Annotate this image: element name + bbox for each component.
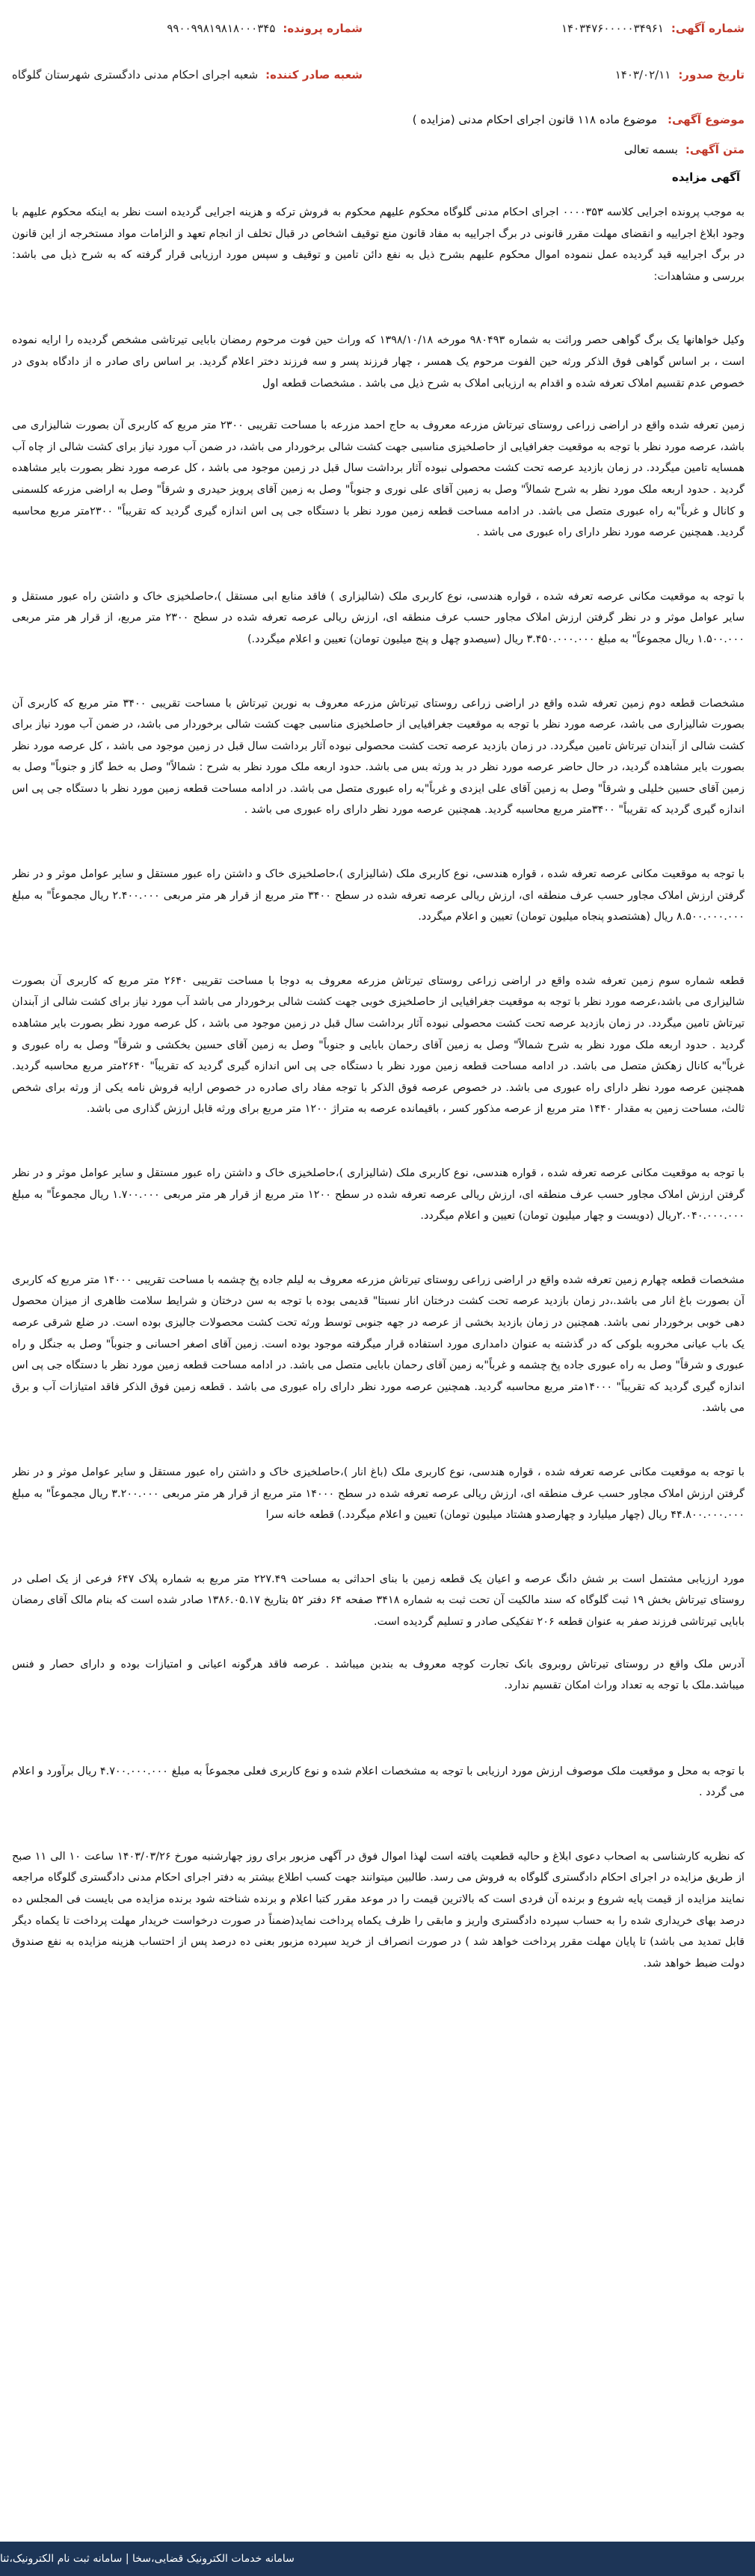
paragraph-address: آدرس ملک واقع در روستای تیرتاش روبروی بانک تجارت کوچه معروف به بندبن میباشد . عرصه فاقد هرگونه اعیانی و امتیازات بوده و دارای حصار و فنس میباشد.ملک با توجه به تعداد وراث امکان تقسیم ندارد. (12, 1658, 745, 1692)
paragraph-plot4-value: با توجه به موقعیت مکانی عرصه تعرفه شده ، قواره هندسی، نوع کاربری ملک (باغ انار )،حاصلخیزی خاک و داشتن راه عبور مستقل و سایر عوامل موثر و در نظر گرفتن ارزش املاک مجاور حسب عرف منطقه ای، ارزش ریالی عرصه تعرفه شده در سطح ۱۴۰۰۰ متر مربع از قرار هر متر مربعی ۳.۲۰۰.۰۰۰ ریال مجموعاً" به مبلغ ۴۴.۸۰۰.۰۰۰.۰۰۰ ریال (چهار میلیارد و چهارصدو هشتاد میلیون تومان) تعیین و اعلام میگردد.) قطعه خانه سرا (12, 1466, 745, 1522)
text-label: متن آگهی: (685, 143, 745, 156)
paragraph-plot2: مشخصات قطعه دوم زمین تعرفه شده واقع در اراضی زراعی روستای تیرتاش مزرعه معروف به نورین تیرتاش با مساحت تقریبی ۳۴۰۰ متر مربع که کاربری آن بصورت شالیزاری می باشد، عرصه مورد نظر با توجه به موقعیت جغرافیایی از حاصلخیزی مناسبی جهت کشت شالی برخوردار می باشد، در ضمن آب مورد نیاز برای کشت شالی از آبندان تیرتاش تامین میگردد. در زمان بازدید عرصه تحت کشت محصولی نبوده آثار برداشت سال قبل در زمین موجود می باشد ، کل عرصه مورد نظر بصورت بایر مشاهده گردید، در حال حاضر عرصه مورد نظر در بد ورثه بس می باشد. حدود اربعه ملک مورد نظر به شرح : شمالاً" وصل به خط گاز و جنوباً" وصل به زمین آقای حسین خلیلی و شرقاً" وصل به زمین آقای علی ایزدی و غرباً"به راه عبوری متصل می باشد. در ادامه مساحت قطعه زمین مورد نظر با دستگاه جی پی اس اندازه گیری گردید که تقریباً" ۳۴۰۰متر مربع محاسبه گردید. همچنین عرصه مورد نظر دارای راه عبوری می باشد . (12, 697, 745, 817)
paragraph-heirs: وکیل خواهانها یک برگ گواهی حصر وراثت به شماره ۹۸۰۴۹۳ مورخه ۱۳۹۸/۱۰/۱۸ که وراث حین فوت مرحوم رمضان بابایی تیرتاشی مشخص گردیده را ارایه نموده است ، بر اساس گواهی فوق الذکر ورثه حین الفوت مرحوم یک همسر ، چهار فرزند پسر و سه فرزند دختر اعلام گردید. بر اساس رای صادر ه از دادگاه بدوی در خصوص عدم تقسیم املاک تعرفه شده و اقدام به ارزیابی املاک به شرح ذیل می باشد . مشخصات قطعه اول (12, 334, 745, 390)
ad-body (12, 202, 745, 2516)
subject-line (15, 109, 745, 130)
issuing-branch-field (12, 64, 363, 85)
ad-number-label: شماره آگهی: (671, 22, 745, 35)
paragraph-intro: به موجب پرونده اجرایی کلاسه ۰۰۰۰۳۵۳ اجرای احکام مدنی گلوگاه محکوم علیهم محکوم به فروش ترکه و هزینه اجرایی گردیده است نظر به اینکه محکوم علیهم با وجود ابلاغ اجراییه و انقضای مهلت مقرر قانونی در برگ اجراییه به مفاد قانون منع توقیف اشخاص در قبال تخلف از انجام تعهد و الزامات مواد مستخرجه از این قانون در برگ اجراییه قید گردیده عمل ننموده اموال محکوم علیهم بشرح ذیل به نفع دائن تامین و توقیف و سپس مورد ارزیابی قرار گرفته که به شرح ذیل می باشد: بررسی و مشاهدات: (12, 206, 745, 283)
paragraph-plot4: مشخصات قطعه چهارم زمین تعرفه شده واقع در اراضی زراعی روستای تیرتاش مزرعه معروف به لیلم جاده پخ چشمه با مساحت تقریبی ۱۴۰۰۰ متر مربع که کاربری آن بصورت باغ انار می باشد.،در زمان بازدید عرصه تحت کشت درختان انار نسبتا" قدیمی بوده با توجه به سن درختان و شرایط سلامت ظاهری از میزان محصول دهی خوبی برخوردار نمی باشد. همچنین در زمان بازدید بخشی از عرصه در جهه جنوبی توسط ورثه تحت کشت محصولات جالیزی بوده است. در ضلع شرقی عرصه یک باب عیانی مخروبه بلوکی که در گذشته به عنوان دامداری مورد استفاده قرار میگرفته موجود بوده است. زمین آقای اصغر احسانی و جنوباً" وصل به جنگل و راه عبوری و شرقاً" وصل به راه عبوری جاده پخ چشمه و غرباً"به زمین آقای رحمان بابایی متصل می باشد. در ادامه مساحت قطعه زمین مورد نظر با دستگاه جی پی اس اندازه گیری گردید که تقریباً" ۱۴۰۰۰متر مربع محاسبه گردید. همچنین عرصه مورد نظر دارای راه عبوری می باشد . قطعه زمین فوق الذکر فاقد امتیازات آب و برق می باشد. (12, 1273, 745, 1415)
paragraph-plot3: قطعه شماره سوم زمین تعرفه شده واقع در اراضی زراعی روستای تیرتاش مزرعه معروف به دوجا با مساحت تقریبی ۲۶۴۰ متر مربع که کاربری آن بصورت شالیزاری می باشد،عرصه مورد نظر با توجه به موقعیت جغرافیایی از حاصلخیزی خوبی جهت کشت شالی برخوردار می باشد آب مورد نیاز برای کشت شالی از آبندان تیرتاش تامین میگردد. در زمان بازدید عرصه تحت کشت محصولی نبوده آثار برداشت سال قبل در زمین موجود می باشد ، کل عرصه مورد نظر بصورت بایر مشاهده گردید . حدود اربعه ملک مورد نظر به شرح شمالاً" وصل به زمین آقای رحمان بابایی و جنوباً" وصل به زمین آقای حسین بخکشی و شرقاً" وصل به راه عبوری و غرباً"به کانال زهکش متصل می باشد. در ادامه مساحت قطعه زمین مورد نظر با دستگاه جی پی اس اندازه گیری گردید که تقریباً" ۲۶۴۰متر مربع محاسبه گردید. همچنین عرصه مورد نظر دارای راه عبوری می باشد. در خصوص عرصه فوق الذکر با توجه مفاد رای صادره در خصوص ارایه فروش نامه یکی از ورثه برای شخص ثالث، مساحت زمین به مقدار ۱۴۴۰ متر مربع از عرصه مذکور کسر ، باقیمانده عرصه به متراژ ۱۲۰۰ متر مربع برای ورثه قابل ارزش گذاری می باشد. (12, 974, 745, 1116)
case-number-label: شماره پرونده: (283, 22, 363, 35)
issue-date: ۱۴۰۳/۰۲/۱۱ (614, 68, 671, 82)
greeting: بسمه تعالی (623, 143, 678, 156)
paragraph-plot3-value: با توجه به موقعیت مکانی عرصه تعرفه شده ، قواره هندسی، نوع کاربری ملک (شالیزاری )،حاصلخیزی خاک و داشتن راه عبور مستقل و سایر عوامل موثر و در نظر گرفتن ارزش املاک مجاور حسب عرف منطقه ای، ارزش ریالی عرصه تعرفه شده در سطح ۱۲۰۰ متر مربع از قرار هر متر مربعی ۱.۷۰۰.۰۰۰ ریال مجموعاً" به مبلغ ۲.۰۴۰.۰۰۰.۰۰۰ریال (دویست و چهار میلیون تومان) تعیین و اعلام میگردد. (12, 1167, 745, 1223)
site-footer (0, 2542, 755, 2576)
case-number-field (167, 18, 363, 39)
issue-date-field (615, 64, 745, 85)
paragraph-auction-terms: که نظریه کارشناسی به اصحاب دعوی ابلاغ و حالیه قطعیت یافته است لهذا اموال فوق در آگهی مزبور برای روز چهارشنبه مورخ ۱۴۰۳/۰۳/۲۶ ساعت ۱۰ الی ۱۱ صبح از طریق مزایده در اجرای احکام دادگستری گلوگاه به فروش می رسد. طالبین میتوانند جهت کسب اطلاع بیشتر به دفتر اجرای احکام مدنی دادگستری گلوگاه مراجعه نمایند مزایده از قیمت پایه شروع و برنده آن فردی است که بالاترین قیمت را در موعد مقرر کتبا اعلام و برنده شناخته شود برنده مزایده می بایست فی المجلس ده درصد بهای خریداری شده را به حساب سپرده دادگستری واریز و مابقی را ظرف یکماه پرداخت نماید(ضمناً در صورت درخواست خریدار مهلت پرداخت تا یکماه دیگر قابل تمدید می باشد) تا پایان مهلت مقرر پرداخت خواهد شد ) در صورت انصراف از خرید سپرده مزبور بعنی ده درصد پس از احتساب هزینه مزایده به نفع صندوق دولت ضبط خواهد شد. (12, 1850, 745, 1970)
text-label-line (15, 139, 745, 160)
issue-date-label: تاریخ صدور: (678, 68, 745, 82)
paragraph-house-value: با توجه به محل و موقعیت ملک موصوف ارزش مورد ارزیابی با توجه به مشخصات اعلام شده و نوع کاربری فعلی مجموعاً به مبلغ ۴.۷۰۰.۰۰۰.۰۰۰ ریال برآورد و اعلام می گردد . (12, 1765, 745, 1799)
case-number: ۹۹۰۰۹۹۸۱۹۸۱۸۰۰۰۳۴۵ (167, 22, 276, 35)
ad-number: ۱۴۰۳۴۷۶۰۰۰۰۰۳۴۹۶۱ (561, 22, 664, 35)
paragraph-plot1-value: با توجه به موقعیت مکانی عرصه تعرفه شده ، قواره هندسی، نوع کاربری ملک (شالیزاری ) فاقد منابع ابی مستقل )،حاصلخیزی خاک و داشتن راه عبور مستقل و سایر عوامل موثر و در نظر گرفتن ارزش املاک مجاور حسب عرف منطقه ای، ارزش ریالی عرصه تعرفه شده در سطح ۲۳۰۰ متر مربع، از قرار هر متر مربعی ۱.۵۰۰.۰۰۰ ریال مجموعاً" به مبلغ ۳.۴۵۰.۰۰۰.۰۰۰ ریال (سیصدو چهل و پنج میلیون تومان) تعیین و اعلام میگردد.) (12, 590, 745, 645)
subject-value: موضوع ماده ۱۱۸ قانون اجرای احکام مدنی (مزایده ) (412, 113, 657, 126)
issuing-branch-label: شعبه صادر کننده: (265, 68, 363, 82)
ad-number-field (561, 18, 745, 39)
issuing-branch: شعبه اجرای احکام مدنی دادگستری شهرستان گلوگاه (11, 68, 259, 82)
paragraph-house: مورد ارزیابی مشتمل است بر شش دانگ عرصه و اعیان یک قطعه زمین با بنای احداثی به مساحت ۲۲۷.۴۹ متر مربع به شماره پلاک ۶۴۷ فرعی از یک اصلی در روستای تیرتاش بخش ۱۹ ثبت گلوگاه که سند مالکیت آن تحت ثبت به شماره ۳۴۱۸ صفحه ۶۴ دفتر ۵۲ بتاریخ ۱۳۸۶.۰۵.۱۷ صادر شده است که بنام مالک آقای رمضان بابایی تیرتاشی فرزند صفر به عنوان قطعه ۲۰۶ تفکیکی صادر و تسلیم گردیده است. (12, 1573, 745, 1628)
paragraph-plot2-value: با توجه به موقعیت مکانی عرصه تعرفه شده ، قواره هندسی، نوع کاربری ملک (شالیزاری )،حاصلخیزی خاک و داشتن راه عبور مستقل و سایر عوامل موثر و در نظر گرفتن ارزش املاک مجاور حسب عرف منطقه ای، ارزش ریالی عرصه تعرفه شده در سطح ۳۴۰۰ متر مربع از قرار هر متر مربعی ۲.۴۰۰.۰۰۰ ریال مجموعاً" به مبلغ ۸.۵۰۰.۰۰۰.۰۰۰ ریال (هشتصدو پنجاه میلیون تومان) تعیین و اعلام میگردد. (12, 868, 745, 923)
paragraph-plot1: زمین تعرفه شده واقع در اراضی زراعی روستای تیرتاش مزرعه معروف به حاج احمد مزرعه با مساحت تقریبی ۲۳۰۰ متر مربع که کاربری آن بصورت شالیزاری می باشد، عرصه مورد نظر با توجه به موقعیت جغرافیایی از حاصلخیزی مناسبی جهت کشت شالی برخوردار می باشد، در ضمن آب مورد نیاز برای کشت شالی از چاه آب همسایه تامین میگردد. در زمان بازدید عرصه تحت کشت محصولی نبوده آثار برداشت سال قبل در زمین موجود می باشد ، کل عرصه مورد نظر بصورت بایر مشاهده گردید . حدود اربعه ملک مورد نظر به شرح شمالاً" وصل به زمین آقای علی نوری و جنوباً" وصل به زمین آقای پرویز حیدری و شرقاً" وصل به اراضی مزرعه کلسمنی و کانال و غرباً"به راه عبوری متصل می باشد. در ادامه مساحت قطعه زمین مورد نظر با دستگاه جی پی اس اندازه گیری گردید که تقریباً" ۲۳۰۰متر مربع محاسبه گردید. همچنین عرصه مورد نظر دارای راه عبوری می باشد . (12, 419, 745, 539)
footer-text: سامانه خدمات الکترونیک قضایی،سخا | سامانه ثبت نام الکترونیک،ثنا (0, 2553, 295, 2565)
ad-title: آگهی مزایده (671, 170, 740, 184)
ad-header (0, 10, 755, 85)
subject-label: موضوع آگهی: (667, 113, 745, 126)
